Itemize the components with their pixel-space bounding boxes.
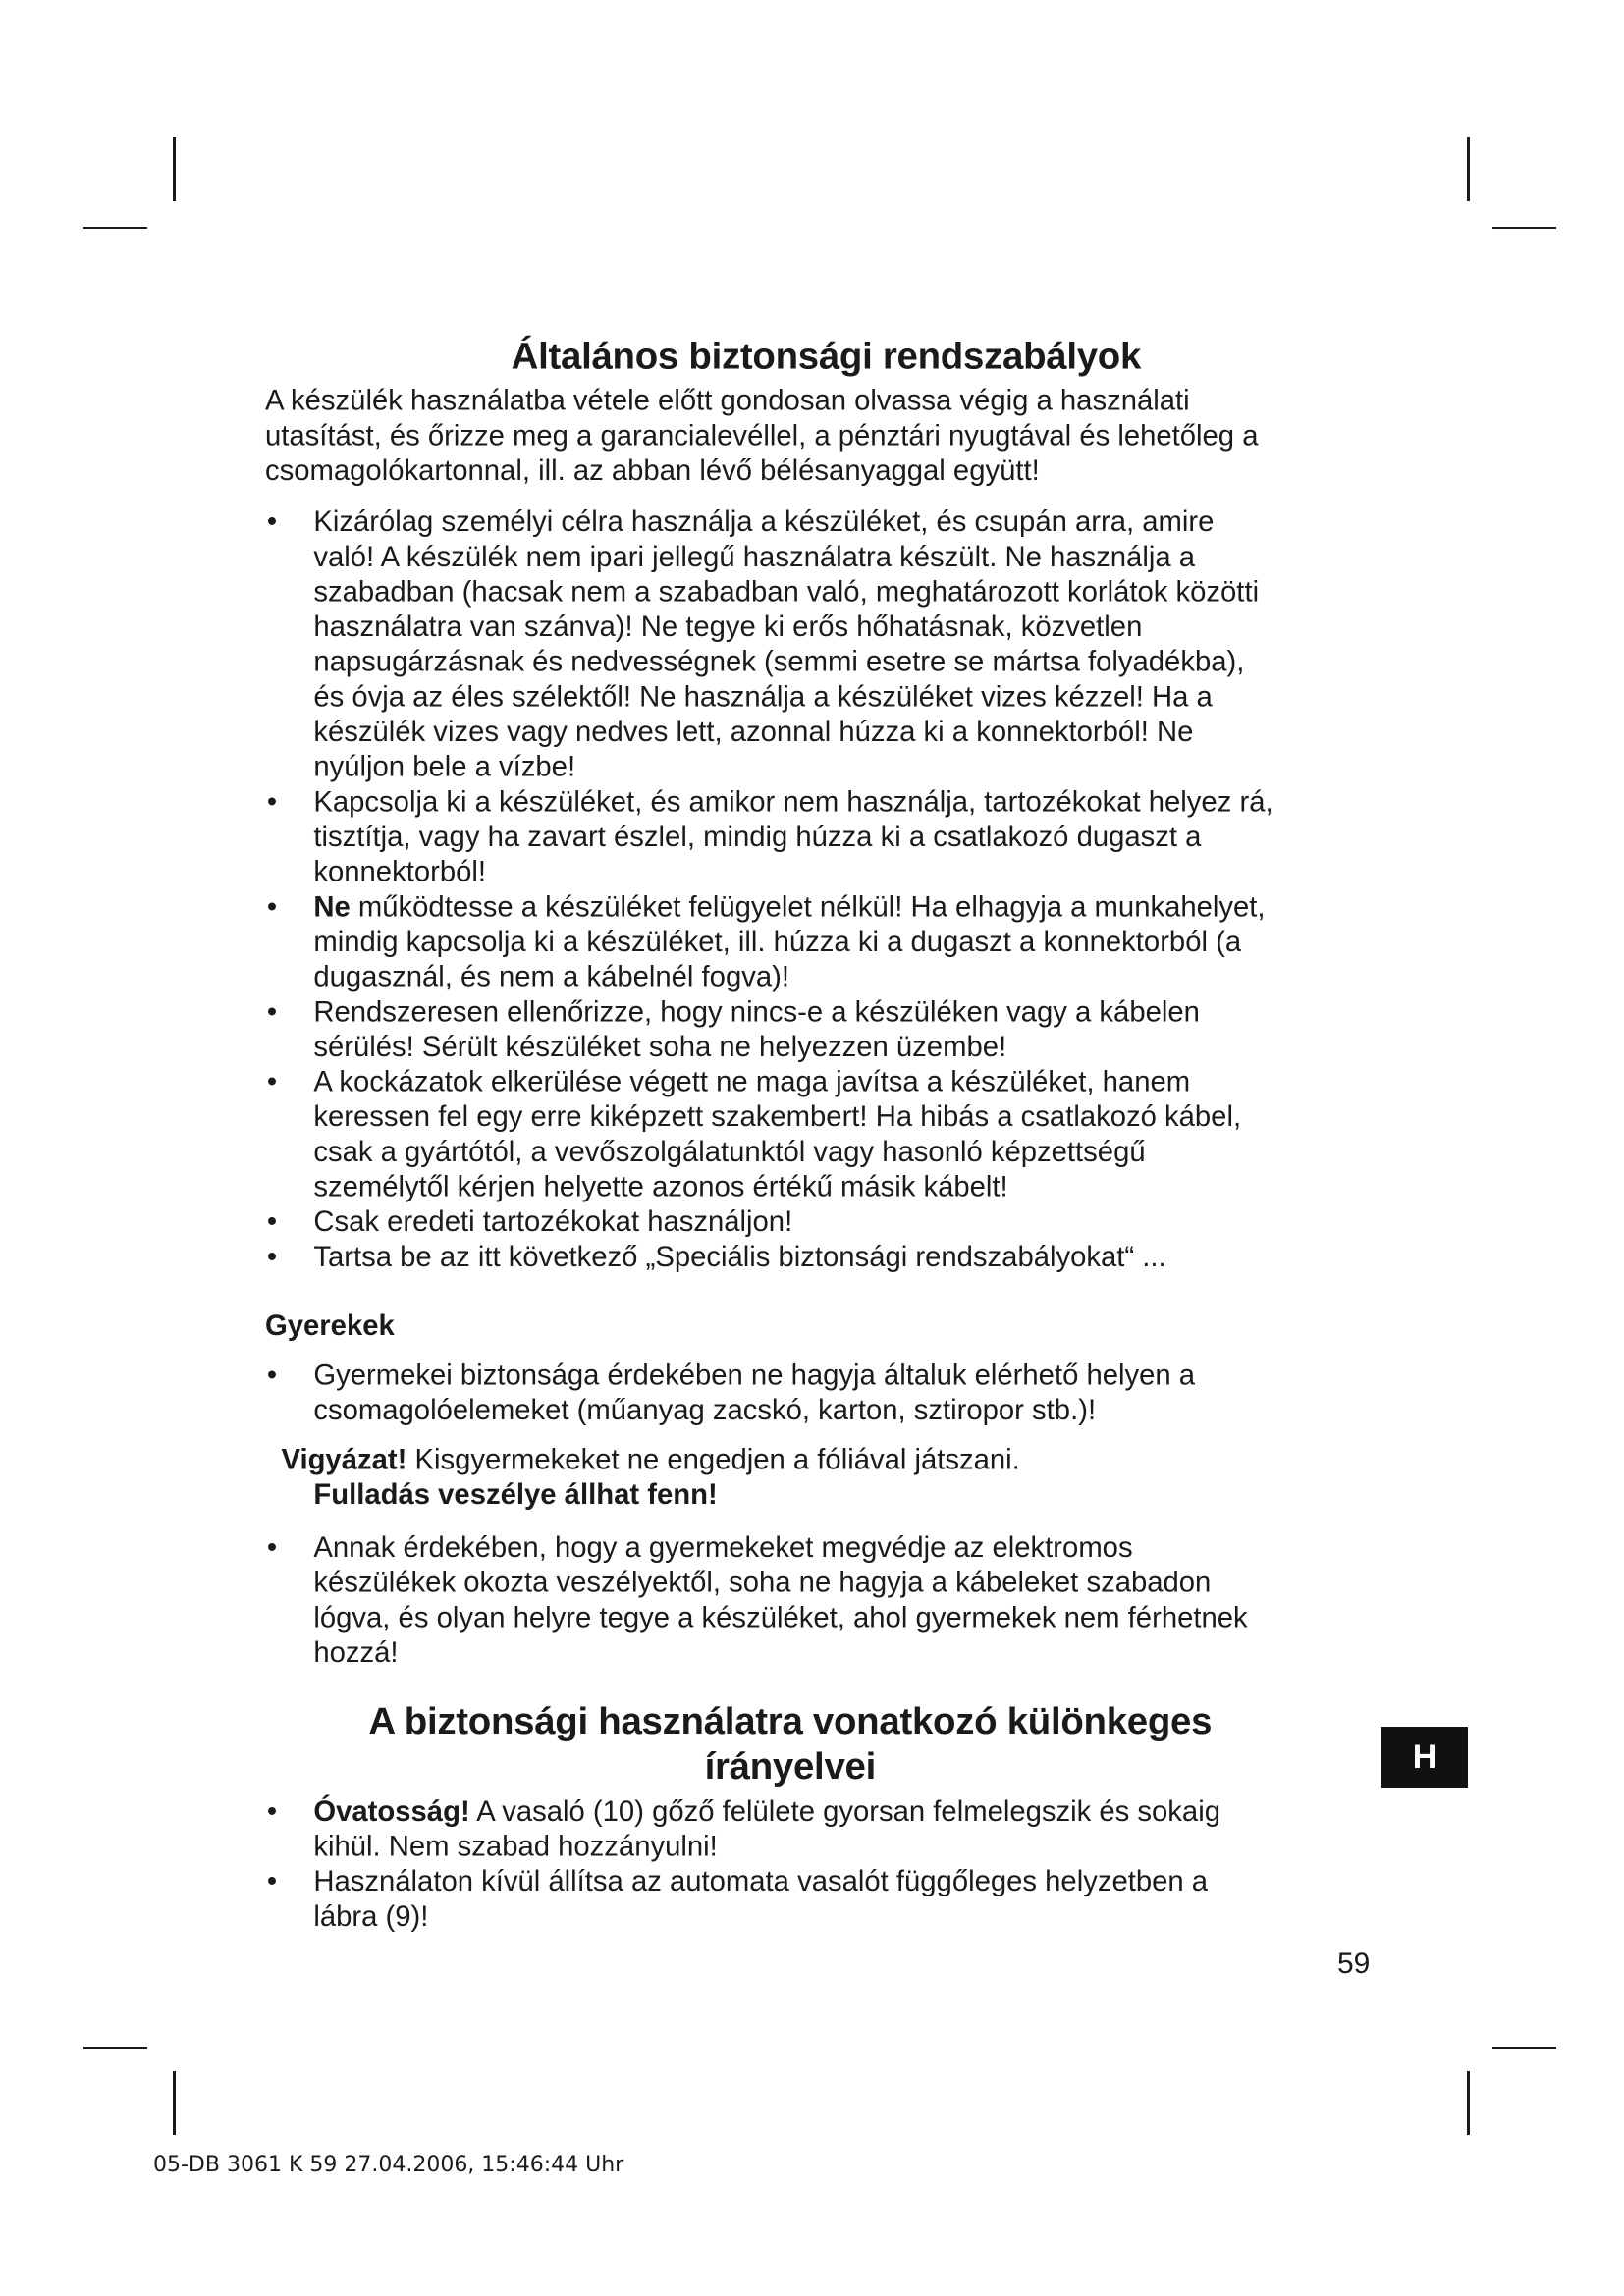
list-item — [265, 1064, 1279, 1204]
children-heading: Gyerekek — [265, 1308, 395, 1342]
crop-mark-bottom-right-horizontal — [1492, 2047, 1556, 2049]
crop-mark-bottom-left-vertical — [173, 2071, 176, 2135]
list-item-bold: Ne — [313, 889, 351, 923]
bullet-icon: • — [266, 1065, 278, 1097]
children-list-2 — [265, 1530, 1279, 1671]
list-item — [265, 1864, 1279, 1934]
bullet-icon: • — [266, 1204, 278, 1238]
list-item-text: Csak eredeti tartozékokat használjon! — [313, 1204, 793, 1238]
crop-mark-bottom-right-vertical — [1467, 2071, 1470, 2135]
special-heading: A biztonsági használatra vonatkozó különkeges írányelvei — [368, 1699, 1213, 1788]
list-item-text: Használaton kívül állítsa az automata vasalót függőleges helyzetben a lábra (9)! — [313, 1864, 1209, 1933]
print-footer: 05-DB 3061 K 59 27.04.2006, 15:46:44 Uhr — [153, 2153, 624, 2177]
bullet-icon: • — [266, 784, 278, 818]
crop-mark-bottom-left-horizontal — [83, 2047, 147, 2049]
bullet-icon: • — [266, 889, 278, 923]
bullet-icon: • — [266, 994, 278, 1028]
list-item-text: Annak érdekében, hogy a gyermekeket megvédje az elektromos készülékek okozta veszélyektől, soha ne hagyja a kábeleket szabadon lógva, és olyan helyre tegye a készüléket, ahol gyermekek nem férhetnek hozzá! — [313, 1530, 1248, 1669]
crop-mark-top-left-horizontal — [83, 227, 147, 229]
list-item-text: Tartsa be az itt következő „Speciális biztonsági rendszabályokat“ ... — [313, 1240, 1166, 1273]
list-item-text: működtesse a készüléket felügyelet nélkül! Ha elhagyja a munkahelyet, mindig kapcsolja ki a készüléket, ill. húzza ki a dugaszt a konnektorból (a dugasznál, és nem a kábelnél fogva)! — [313, 889, 1266, 993]
children-list — [265, 1358, 1279, 1427]
list-item-text: Kizárólag személyi célra használja a készüléket, és csupán arra, amire való! A készülék nem ipari jellegű használatra készült. Ne használja a szabadban (hacsak nem a szabadban való, meghatározott korlátok közötti használatra van szánva)! Ne tegye ki erős hőhatásnak, közvetlen napsugárzásnak és nedvességnek (semmi esetre se mártsa folyadékba), és óvja az éles szélektől! Ne használja a készüléket vizes kézzel! Ha a készülék vizes vagy nedves lett, azonnal húzza ki a konnektorból! Ne nyúljon bele a vízbe! — [313, 505, 1260, 783]
warning-text: Kisgyermekeket ne engedjen a fóliával játszani. — [406, 1442, 1020, 1475]
warning-emphasis: Fulladás veszélye állhat fenn! — [313, 1477, 718, 1511]
list-item-text: Gyermekei biztonsága érdekében ne hagyja általuk elérhető helyen a csomagolóelemeket (műanyag zacskó, karton, sztiropor stb.)! — [313, 1359, 1196, 1426]
bullet-icon: • — [266, 1530, 278, 1564]
list-item — [265, 1358, 1279, 1427]
bullet-icon: • — [266, 1359, 278, 1391]
list-item-bold: Óvatosság! — [313, 1794, 470, 1828]
bullet-icon: • — [266, 1240, 278, 1273]
list-item — [265, 994, 1279, 1064]
list-item — [265, 1239, 1279, 1274]
page-number: 59 — [1337, 1948, 1371, 1980]
bullet-icon: • — [266, 1864, 278, 1897]
list-item-text: Rendszeresen ellenőrizze, hogy nincs-e a készüléken vagy a kábelen sérülés! Sérült készüléket soha ne helyezzen üzembe! — [313, 994, 1200, 1063]
language-tab: H — [1381, 1727, 1468, 1788]
bullet-icon: • — [266, 1794, 278, 1828]
list-item-text: A vasaló (10) gőző felülete gyorsan felmelegszik és sokaig kihül. Nem szabad hozzányulni! — [313, 1794, 1220, 1862]
list-item — [265, 505, 1279, 784]
general-safety-list — [265, 505, 1279, 1274]
intro-paragraph: A készülék használatba vétele előtt gondosan olvassa végig a használati utasítást, és őrizze meg a garancialevéllel, a pénztári nyugtával és lehetőleg a csomagolókartonnal, ill. az abban lévő bélésanyaggal együtt! — [265, 384, 1259, 487]
warning-note — [281, 1442, 1279, 1512]
crop-mark-top-right-vertical — [1467, 137, 1470, 201]
list-item — [265, 784, 1279, 889]
page-title: Általános biztonsági rendszabályok — [511, 334, 1142, 377]
warning-line — [281, 1442, 1279, 1477]
list-item — [265, 1204, 1279, 1240]
special-safety-list — [265, 1793, 1279, 1934]
list-item — [265, 1530, 1279, 1671]
page-content — [265, 334, 1279, 1934]
list-item — [265, 889, 1279, 994]
bullet-icon: • — [266, 505, 278, 538]
crop-mark-top-left-vertical — [173, 137, 176, 201]
warning-label: Vigyázat! — [281, 1442, 407, 1475]
list-item — [265, 1793, 1279, 1863]
list-item-text: A kockázatok elkerülése végett ne maga javítsa a készüléket, hanem keressen fel egy erre kiképzett szakembert! Ha hibás a csatlakozó kábel, csak a gyártótól, a vevőszolgálatunktól vagy hasonló képzettségű személytől kérjen helyette azonos értékű másik kábelt! — [313, 1065, 1242, 1202]
crop-mark-top-right-horizontal — [1492, 227, 1556, 229]
list-item-text: Kapcsolja ki a készüléket, és amikor nem használja, tartozékokat helyez rá, tisztítja, vagy ha zavart észlel, mindig húzza ki a csatlakozó dugaszt a konnektorból! — [313, 784, 1273, 888]
